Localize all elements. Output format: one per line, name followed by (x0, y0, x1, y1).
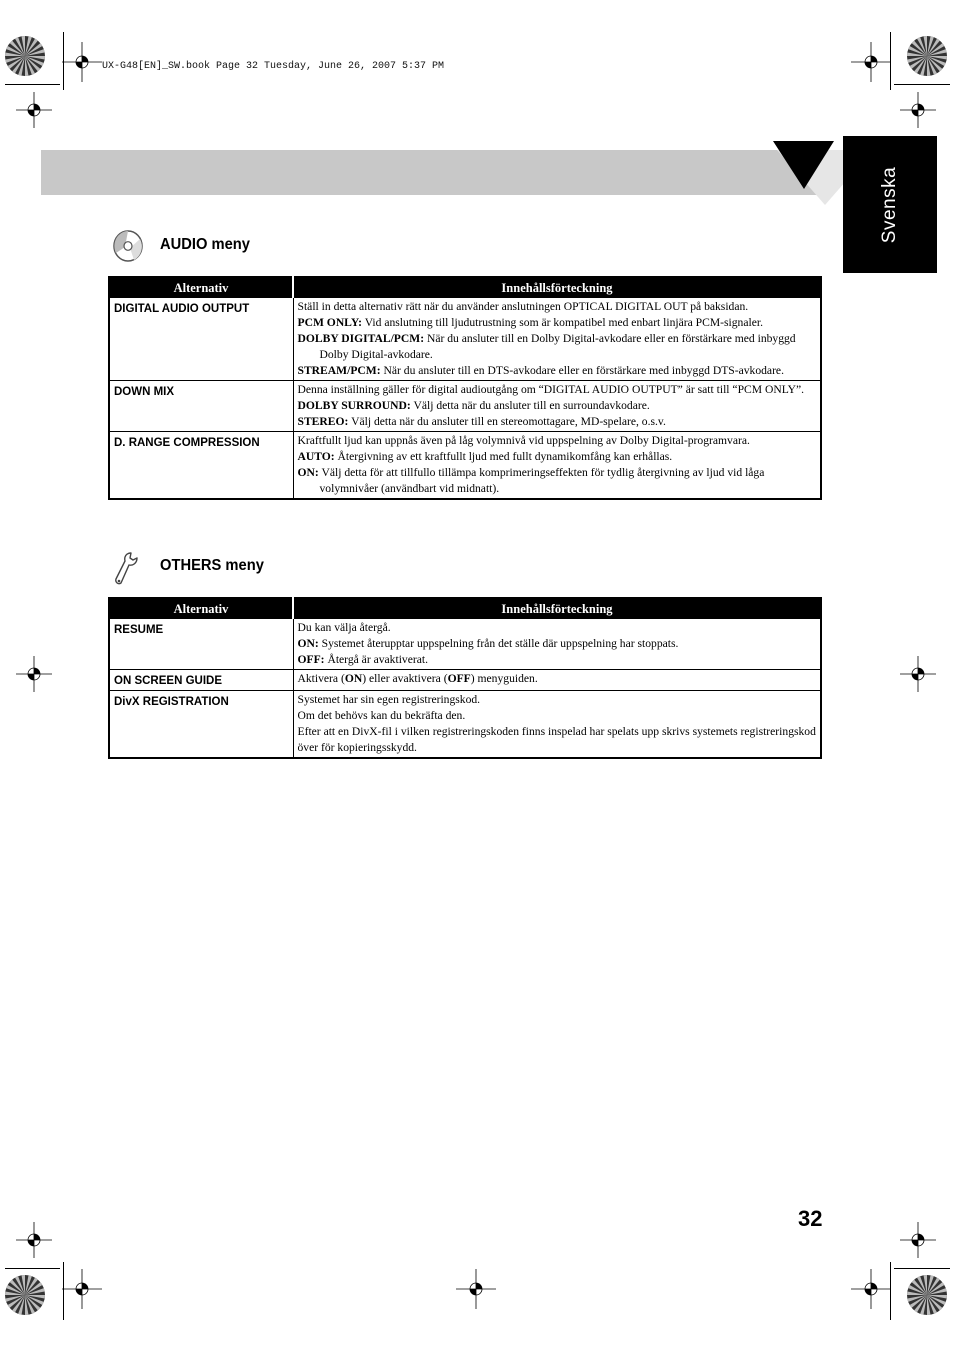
option-name: DOWN MIX (109, 381, 293, 432)
option-name: DivX REGISTRATION (109, 691, 293, 759)
option-name: DIGITAL AUDIO OUTPUT (109, 298, 293, 381)
description-line (298, 363, 817, 379)
others-menu-title: OTHERS meny (160, 557, 264, 574)
language-tab-label: Svenska (879, 166, 900, 243)
setting-text: Välj detta när du ansluter till en stereomottagare, MD-spelare, o.s.v. (348, 415, 666, 428)
setting-text: Systemet återupptar uppspelning från det ställe där uppspelning har stoppats. (318, 637, 679, 650)
option-name: RESUME (109, 619, 293, 670)
section-banner (41, 150, 824, 195)
table-row (109, 381, 821, 432)
setting-key: STREAM/PCM: (297, 364, 381, 377)
description-line (298, 620, 817, 636)
description-line (298, 708, 817, 724)
table-row (109, 670, 821, 691)
registration-starburst (4, 1274, 46, 1316)
column-header-content: Innehållsförteckning (293, 598, 821, 619)
crop-line (5, 84, 60, 85)
column-header-option: Alternativ (109, 277, 293, 298)
setting-key: DOLBY DIGITAL/PCM: (297, 332, 425, 345)
registration-starburst (906, 1274, 948, 1316)
setting-key: ON: (297, 637, 319, 650)
option-description (293, 619, 821, 670)
setting-key: PCM ONLY: (297, 316, 363, 329)
crop-line (63, 32, 64, 90)
description-line (298, 671, 817, 687)
description-line (298, 724, 817, 756)
wrench-icon (113, 551, 139, 587)
setting-key: STEREO: (297, 415, 349, 428)
description-line (298, 465, 817, 497)
option-description (293, 381, 821, 432)
setting-text: Kraftfullt ljud kan uppnås även på låg volymnivå vid uppspelning av Dolby Digital-programvara. (297, 434, 750, 447)
description-line (298, 692, 817, 708)
description-line (298, 636, 817, 652)
setting-text: Välj detta för att tillfullo tillämpa komprimeringseffekten för tydlig återgivning av ljud vid låga volymnivåer (användbart vid midnatt). (318, 466, 765, 495)
others-menu-table (108, 597, 822, 759)
description-line (298, 652, 817, 668)
column-header-content: Innehållsförteckning (293, 277, 821, 298)
disc-icon (112, 229, 144, 263)
registration-crosshair (851, 1269, 891, 1309)
crop-line (5, 1268, 60, 1269)
setting-text: Vid anslutning till ljudutrustning som är kompatibel med enbart linjära PCM-signaler. (362, 316, 763, 329)
language-tab (843, 136, 937, 273)
audio-menu-title: AUDIO meny (160, 236, 250, 253)
crop-line (63, 1262, 64, 1320)
registration-crosshair (900, 92, 936, 128)
setting-text: Efter att en DivX-fil i vilken registreringskoden finns inspelad har spelats upp skrivs systemets registreringskod över för kopieringsskydd. (297, 725, 816, 754)
registration-crosshair (851, 42, 891, 82)
table-row (109, 298, 821, 381)
setting-text: Aktivera (ON) eller avaktivera (OFF) menyguiden. (297, 672, 538, 685)
crop-line (894, 84, 950, 85)
description-line (298, 331, 817, 363)
registration-crosshair (900, 656, 936, 692)
description-line (298, 299, 817, 315)
column-header-option: Alternativ (109, 598, 293, 619)
audio-menu-table (108, 276, 822, 500)
registration-crosshair (456, 1269, 496, 1309)
option-description (293, 432, 821, 500)
setting-text: Systemet har sin egen registreringskod. (297, 693, 481, 706)
page-number: 32 (798, 1206, 823, 1231)
description-line (298, 398, 817, 414)
registration-crosshair (900, 1222, 936, 1258)
description-line (298, 315, 817, 331)
description-line (298, 449, 817, 465)
option-name: D. RANGE COMPRESSION (109, 432, 293, 500)
setting-text: Om det behövs kan du bekräfta den. (297, 709, 466, 722)
setting-key: DOLBY SURROUND: (297, 399, 411, 412)
crop-line (890, 32, 891, 90)
registration-crosshair (16, 92, 52, 128)
description-line (298, 382, 817, 398)
file-info-header: UX-G48[EN]_SW.book Page 32 Tuesday, June 26, 2007 5:37 PM (102, 61, 445, 72)
table-row (109, 691, 821, 759)
setting-key: ON: (297, 466, 319, 479)
registration-crosshair (16, 1222, 52, 1258)
description-line (298, 433, 817, 449)
registration-starburst (4, 35, 46, 77)
option-description (293, 691, 821, 759)
option-name: ON SCREEN GUIDE (109, 670, 293, 691)
registration-crosshair (62, 1269, 102, 1309)
table-row (109, 432, 821, 500)
setting-text: Ställ in detta alternativ rätt när du använder anslutningen OPTICAL DIGITAL OUT på baksidan. (297, 300, 749, 313)
setting-key: AUTO: (297, 450, 335, 463)
setting-text: Välj detta när du ansluter till en surroundavkodare. (410, 399, 650, 412)
setting-text: När du ansluter till en Dolby Digital-avkodare eller en förstärkare med inbyggd Dolby Digital-avkodare. (319, 332, 796, 361)
registration-starburst (906, 35, 948, 77)
crop-line (894, 1268, 950, 1269)
table-row (109, 619, 821, 670)
setting-text: Du kan välja återgå. (297, 621, 391, 634)
setting-key: OFF: (297, 653, 325, 666)
registration-crosshair (16, 656, 52, 692)
option-description (293, 298, 821, 381)
setting-text: När du ansluter till en DTS-avkodare eller en förstärkare med inbyggd DTS-avkodare. (380, 364, 784, 377)
registration-crosshair (62, 42, 102, 82)
setting-text: Återgå är avaktiverat. (324, 653, 428, 666)
option-description (293, 670, 821, 691)
description-line (298, 414, 817, 430)
crop-line (890, 1262, 891, 1320)
setting-text: Återgivning av ett kraftfullt ljud med fullt dynamikomfång kan erhållas. (334, 450, 673, 463)
setting-text: Denna inställning gäller för digital audioutgång om “DIGITAL AUDIO OUTPUT” är satt till “PCM ONLY”. (297, 383, 805, 396)
